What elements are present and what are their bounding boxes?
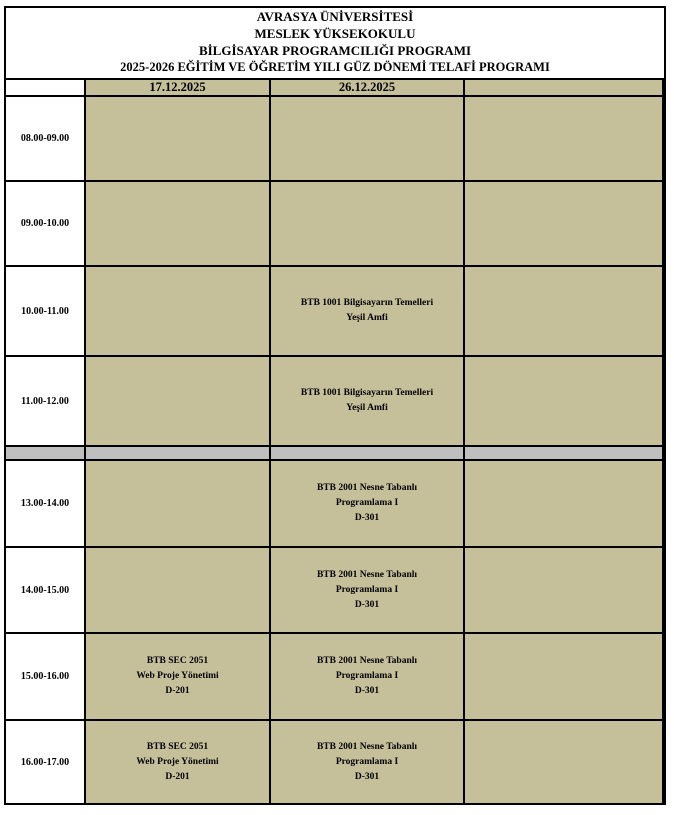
course-entry	[301, 386, 433, 416]
course-entry-line: D-301	[354, 686, 380, 696]
course-entry-line: BTB SEC 2051	[146, 656, 209, 666]
course-entry-line: BTB 1001 Bilgisayarın Temelleri	[300, 298, 434, 308]
time-slot-label: 16.00-17.00	[6, 721, 86, 805]
schedule-cell	[271, 634, 465, 721]
date-column-header: 26.12.2025	[271, 80, 465, 97]
schedule-cell	[86, 267, 271, 357]
course-entry-line: D-201	[165, 686, 190, 696]
schedule-cell	[465, 447, 664, 461]
course-entry	[136, 740, 218, 785]
course-entry	[301, 296, 433, 326]
date-column-header	[465, 80, 664, 97]
time-slot-label: 11.00-12.00	[6, 357, 86, 447]
schedule-cell	[465, 182, 664, 267]
schedule-cell	[86, 97, 271, 182]
schedule-cell	[86, 182, 271, 267]
course-entry-line: BTB 1001 Bilgisayarın Temelleri	[300, 388, 434, 398]
schedule-cell	[465, 721, 664, 805]
course-entry-line: Web Proje Yönetimi	[136, 671, 219, 681]
time-slot-label: 14.00-15.00	[6, 548, 86, 634]
course-entry-line: D-301	[354, 599, 380, 610]
schedule-cell	[271, 461, 465, 548]
time-slot-label: 13.00-14.00	[6, 461, 86, 548]
course-entry-line: BTB 2001 Nesne Tabanlı	[316, 569, 418, 580]
schedule-cell	[465, 357, 664, 447]
time-column-header	[6, 80, 86, 97]
course-entry-line: Yeşil Amfi	[346, 403, 388, 413]
course-entry-line: D-301	[354, 513, 380, 523]
course-entry	[136, 654, 218, 699]
schedule-cell	[86, 461, 271, 548]
schedule-cell	[271, 267, 465, 357]
course-entry-line: BTB 2001 Nesne Tabanlı	[316, 656, 418, 666]
course-entry-line: Programlama I	[335, 584, 399, 595]
time-slot-label: 10.00-11.00	[6, 267, 86, 357]
schedule-cell	[86, 721, 271, 805]
schedule-cell	[271, 182, 465, 267]
course-entry-line: BTB 2001 Nesne Tabanlı	[316, 483, 418, 493]
course-entry-line: Programlama I	[335, 756, 399, 767]
course-entry	[317, 481, 417, 526]
course-entry-line: Programlama I	[335, 498, 399, 508]
schedule-cell	[465, 548, 664, 634]
lunch-break-row	[6, 447, 86, 461]
schedule-cell	[86, 634, 271, 721]
schedule-cell	[465, 634, 664, 721]
time-slot-label: 15.00-16.00	[6, 634, 86, 721]
course-entry-line: Yeşil Amfi	[346, 313, 388, 323]
schedule-cell	[86, 548, 271, 634]
schedule-cell	[465, 461, 664, 548]
program-name: BİLGİSAYAR PROGRAMCILIĞI PROGRAMI	[198, 43, 472, 58]
schedule-cell	[271, 447, 465, 461]
university-name: AVRASYA ÜNİVERSİTESİ	[256, 9, 414, 24]
schedule-cell	[86, 357, 271, 447]
schedule-cell	[465, 97, 664, 182]
course-entry-line: D-201	[165, 771, 190, 782]
schedule-cell	[271, 721, 465, 805]
course-entry	[317, 654, 417, 699]
course-entry-line: D-301	[354, 771, 380, 782]
date-column-header: 17.12.2025	[86, 80, 271, 97]
schedule-cell	[86, 447, 271, 461]
schedule-cell	[271, 97, 465, 182]
schedule-cell	[271, 548, 465, 634]
schedule-header	[6, 8, 664, 78]
course-entry	[317, 740, 417, 785]
time-slot-label: 08.00-09.00	[6, 97, 86, 182]
time-slot-label: 09.00-10.00	[6, 182, 86, 267]
course-entry	[317, 568, 417, 613]
course-entry-line: BTB SEC 2051	[146, 741, 209, 752]
schedule-cell	[271, 357, 465, 447]
schedule-cell	[465, 267, 664, 357]
school-name: MESLEK YÜKSEKOKULU	[254, 26, 416, 41]
course-entry-line: BTB 2001 Nesne Tabanlı	[316, 741, 418, 752]
course-entry-line: Web Proje Yönetimi	[136, 756, 219, 767]
schedule-sheet	[4, 6, 666, 805]
schedule-title: 2025-2026 EĞİTİM VE ÖĞRETİM YILI GÜZ DÖNEMİ TELAFİ PROGRAMI	[120, 60, 550, 74]
course-entry-line: Programlama I	[335, 671, 399, 681]
